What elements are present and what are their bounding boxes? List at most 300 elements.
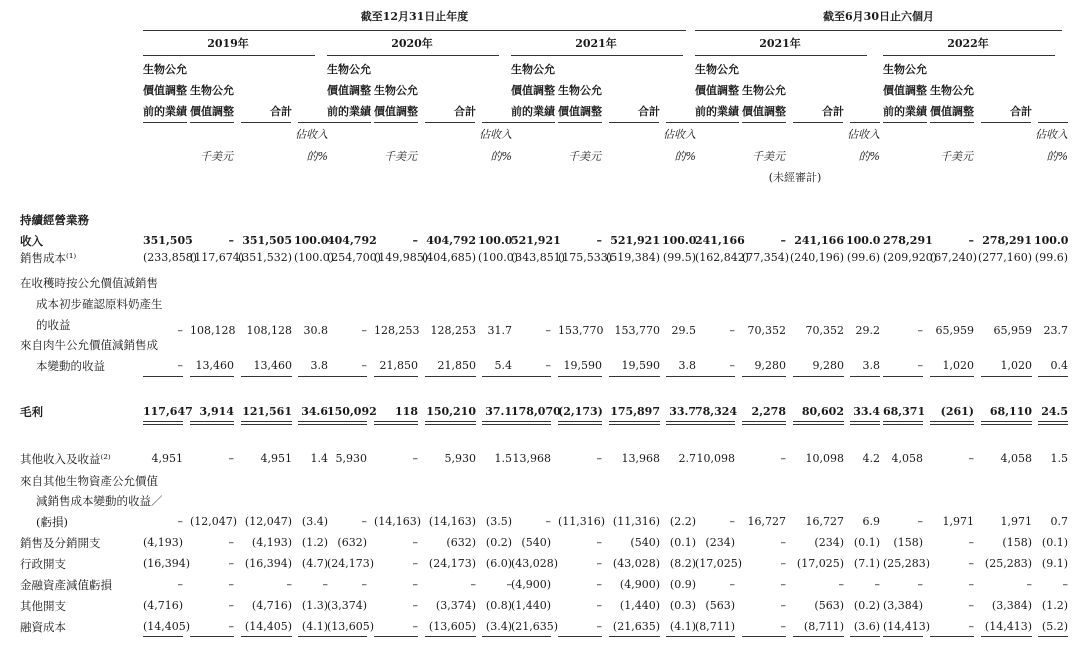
cell-value: (13,605) <box>327 620 375 633</box>
cell-value: – <box>228 620 234 633</box>
col-header-before: 生物公允 <box>327 63 371 76</box>
value-rule <box>298 421 328 425</box>
cell-value: 175,897 <box>610 405 660 418</box>
value-rule <box>793 376 844 377</box>
cell-value: 3.8 <box>310 359 328 372</box>
cell-value: (343,851) <box>511 251 566 264</box>
value-rule <box>609 421 660 425</box>
cell-value: (6.0) <box>485 557 512 570</box>
col-header-adjust: 價值調整 <box>742 105 786 118</box>
cell-value: (14,405) <box>143 620 191 633</box>
cell-value: 404,792 <box>426 234 476 247</box>
cell-value: 13,968 <box>621 452 660 465</box>
cell-value: – <box>780 599 786 612</box>
cell-value: 117,647 <box>143 405 193 418</box>
col-header-total: 合計 <box>1010 105 1032 118</box>
cell-value: 100.0 <box>1034 234 1069 247</box>
cell-value: 128,253 <box>374 324 420 337</box>
cell-value: (8.2) <box>669 557 696 570</box>
cell-value: (4,716) <box>143 599 184 612</box>
cell-value: (7.1) <box>853 557 880 570</box>
cell-value: – <box>545 359 551 372</box>
value-rule <box>609 636 660 637</box>
value-rule <box>793 421 844 425</box>
col-header-pct: 佔收入 <box>479 128 512 141</box>
value-rule <box>1038 636 1068 637</box>
row-label: 減銷售成本變動的收益／ <box>36 494 163 508</box>
cell-value: 34.6 <box>301 405 328 418</box>
cell-value: (158) <box>893 536 923 549</box>
col-rule <box>666 122 696 123</box>
cell-value: 10,098 <box>805 452 844 465</box>
unaudited-note: (未經審計) <box>768 171 822 184</box>
cell-value: 178,070 <box>511 405 561 418</box>
col-header-pct: 的% <box>490 150 512 163</box>
cell-value: – <box>412 578 418 591</box>
value-rule <box>609 376 660 377</box>
cell-value: (277,160) <box>978 251 1033 264</box>
cell-value: (519,384) <box>606 251 661 264</box>
cell-value: (4,900) <box>511 578 552 591</box>
col-header-adjust: 生物公允 <box>558 84 602 97</box>
col-header-adjust: 價值調整 <box>374 105 418 118</box>
cell-value: 3,914 <box>199 405 234 418</box>
cell-value: – <box>177 359 183 372</box>
cell-value: 1,020 <box>1000 359 1032 372</box>
cell-value: – <box>596 599 602 612</box>
cell-value: (11,316) <box>558 515 606 528</box>
col-header-adjust: 價值調整 <box>930 105 974 118</box>
value-rule <box>190 376 234 377</box>
cell-value: – <box>596 452 602 465</box>
cell-value: (563) <box>705 599 735 612</box>
cell-value: 521,921 <box>610 234 660 247</box>
col-header-before: 前的業績 <box>511 105 555 118</box>
cell-value: 153,770 <box>558 324 604 337</box>
cell-value: (16,394) <box>244 557 292 570</box>
cell-value: (2.2) <box>669 515 696 528</box>
cell-value: (77,354) <box>742 251 790 264</box>
col-rule <box>374 122 418 123</box>
cell-value: – <box>361 515 367 528</box>
cell-value: – <box>228 557 234 570</box>
cell-value: 108,128 <box>246 324 292 337</box>
cell-value: 100.0 <box>662 234 697 247</box>
cell-value: 100.0 <box>478 234 513 247</box>
cell-value: (9.1) <box>1041 557 1068 570</box>
cell-value: – <box>596 620 602 633</box>
cell-value: 4,058 <box>1000 452 1032 465</box>
cell-value: 121,561 <box>242 405 292 418</box>
cell-value: (233,858) <box>143 251 198 264</box>
cell-value: – <box>780 557 786 570</box>
cell-value: (8,711) <box>695 620 736 633</box>
col-header-total: 合計 <box>270 105 292 118</box>
cell-value: 5,930 <box>335 452 367 465</box>
row-label: 融資成本 <box>20 620 66 634</box>
col-header-before: 價值調整 <box>883 84 927 97</box>
cell-value: – <box>596 557 602 570</box>
unit-label: 千美元 <box>940 150 973 163</box>
col-header-before: 生物公允 <box>883 63 927 76</box>
cell-value: 0.7 <box>1050 515 1068 528</box>
cell-value: – <box>917 515 923 528</box>
row-label: 的收益 <box>36 318 71 332</box>
cell-value: 21,850 <box>379 359 418 372</box>
cell-value: – <box>228 536 234 549</box>
cell-value: – <box>729 578 735 591</box>
col-header-adjust: 價值調整 <box>558 105 602 118</box>
cell-value: 4,058 <box>891 452 923 465</box>
cell-value: 10,098 <box>696 452 735 465</box>
cell-value: (1.3) <box>301 599 328 612</box>
cell-value: (99.5) <box>662 251 696 264</box>
cell-value: – <box>780 620 786 633</box>
col-rule <box>482 122 512 123</box>
cell-value: 150,092 <box>327 405 377 418</box>
col-rule <box>143 122 187 123</box>
cell-value: (563) <box>814 599 844 612</box>
col-header-before: 前的業績 <box>143 105 187 118</box>
cell-value: (3,384) <box>883 599 924 612</box>
cell-value: 2.7 <box>678 452 696 465</box>
cell-value: (100.0) <box>294 251 335 264</box>
cell-value: (1,440) <box>619 599 660 612</box>
value-rule <box>981 636 1032 637</box>
cell-value: – <box>177 324 183 337</box>
header-year: 2022年 <box>947 37 989 50</box>
value-rule <box>695 636 735 637</box>
cell-value: (4.7) <box>301 557 328 570</box>
value-rule <box>190 636 234 637</box>
cell-value: (99.6) <box>846 251 880 264</box>
cell-value: (3.5) <box>485 515 512 528</box>
cell-value: 68,110 <box>989 405 1032 418</box>
value-rule <box>511 376 551 377</box>
cell-value: – <box>874 578 880 591</box>
cell-value: 278,291 <box>883 234 933 247</box>
cell-value: 6.9 <box>862 515 880 528</box>
cell-value: 16,727 <box>805 515 844 528</box>
header-year: 2021年 <box>575 37 617 50</box>
value-rule <box>558 636 602 637</box>
cell-value: – <box>596 234 602 247</box>
unit-label: 千美元 <box>752 150 785 163</box>
cell-value: (0.9) <box>669 578 696 591</box>
cell-value: 4.2 <box>862 452 880 465</box>
row-label: 行政開支 <box>20 557 66 571</box>
cell-value: (3,374) <box>435 599 476 612</box>
cell-value: 23.7 <box>1043 324 1068 337</box>
header-half-year: 截至6月30日止六個月 <box>823 10 934 23</box>
col-rule <box>930 122 974 123</box>
cell-value: (4,193) <box>143 536 184 549</box>
cell-value: 24.5 <box>1041 405 1068 418</box>
cell-value: – <box>545 515 551 528</box>
value-rule <box>143 421 183 425</box>
cell-value: – <box>412 557 418 570</box>
cell-value: 13,460 <box>253 359 292 372</box>
cell-value: (12,047) <box>190 515 238 528</box>
cell-value: 150,210 <box>426 405 476 418</box>
cell-value: 241,166 <box>695 234 745 247</box>
value-rule <box>930 421 974 425</box>
cell-value: – <box>729 324 735 337</box>
col-rule <box>742 122 786 123</box>
cell-value: 404,792 <box>327 234 377 247</box>
cell-value: 241,166 <box>794 234 844 247</box>
cell-value: – <box>361 324 367 337</box>
header-rule-half-year <box>695 30 1062 31</box>
cell-value: 4,951 <box>151 452 183 465</box>
col-header-pct: 佔收入 <box>847 128 880 141</box>
cell-value: (21,635) <box>511 620 559 633</box>
cell-value: – <box>1062 578 1068 591</box>
value-rule <box>482 376 512 377</box>
value-rule <box>374 636 418 637</box>
cell-value: – <box>780 536 786 549</box>
cell-value: (11,316) <box>612 515 660 528</box>
cell-value: 5.4 <box>494 359 512 372</box>
cell-value: 2,278 <box>751 405 786 418</box>
cell-value: (234) <box>705 536 735 549</box>
value-rule <box>425 636 476 637</box>
col-header-before: 生物公允 <box>511 63 555 76</box>
cell-value: 65,959 <box>935 324 974 337</box>
col-header-before: 價值調整 <box>143 84 187 97</box>
col-rule <box>850 122 880 123</box>
cell-value: (158) <box>1002 536 1032 549</box>
cell-value: 108,128 <box>190 324 236 337</box>
cell-value: – <box>412 599 418 612</box>
col-header-before: 前的業績 <box>695 105 739 118</box>
row-label: 來自其他生物資產公允價值 <box>20 474 158 488</box>
unit-label: 千美元 <box>568 150 601 163</box>
cell-value: 1.5 <box>494 452 512 465</box>
col-rule <box>609 122 659 123</box>
cell-value: – <box>228 578 234 591</box>
cell-value: (632) <box>446 536 476 549</box>
cell-value: (254,700) <box>327 251 382 264</box>
value-rule <box>666 421 696 425</box>
row-label: 成本初步確認原料奶產生 <box>36 297 163 311</box>
col-header-pct: 的% <box>674 150 696 163</box>
cell-value: – <box>177 515 183 528</box>
value-rule <box>558 376 602 377</box>
cell-value: – <box>596 536 602 549</box>
cell-value: – <box>917 359 923 372</box>
value-rule <box>666 636 696 637</box>
value-rule <box>425 376 476 377</box>
cell-value: (99.6) <box>1034 251 1068 264</box>
cell-value: (4.1) <box>301 620 328 633</box>
cell-value: (632) <box>337 536 367 549</box>
col-rule <box>511 122 555 123</box>
row-label: 毛利 <box>20 405 43 419</box>
cell-value: 3.8 <box>678 359 696 372</box>
cell-value: – <box>968 557 974 570</box>
cell-value: 33.4 <box>853 405 880 418</box>
cell-value: (43,028) <box>511 557 559 570</box>
unit-label: 千美元 <box>384 150 417 163</box>
value-rule <box>981 421 1032 425</box>
cell-value: (0.1) <box>853 536 880 549</box>
cell-value: 65,959 <box>993 324 1032 337</box>
cell-value: – <box>506 578 512 591</box>
cell-value: 31.7 <box>487 324 512 337</box>
cell-value: – <box>412 620 418 633</box>
cell-value: (2,173) <box>558 405 603 418</box>
value-rule <box>793 636 844 637</box>
cell-value: – <box>838 578 844 591</box>
value-rule <box>742 636 786 637</box>
cell-value: (12,047) <box>244 515 292 528</box>
value-rule <box>190 421 234 425</box>
value-rule <box>695 421 735 425</box>
cell-value: – <box>361 359 367 372</box>
col-rule <box>327 122 371 123</box>
cell-value: 78,324 <box>695 405 738 418</box>
value-rule <box>298 636 328 637</box>
col-rule <box>981 122 1031 123</box>
cell-value: (25,283) <box>984 557 1032 570</box>
cell-value: – <box>968 620 974 633</box>
col-rule <box>425 122 475 123</box>
cell-value: 21,850 <box>437 359 476 372</box>
cell-value: (1.2) <box>301 536 328 549</box>
row-label: 其他開支 <box>20 599 66 613</box>
cell-value: 37.1 <box>485 405 512 418</box>
cell-value: 1.4 <box>310 452 328 465</box>
cell-value: (25,283) <box>883 557 931 570</box>
cell-value: (1,440) <box>511 599 552 612</box>
value-rule <box>883 421 923 425</box>
cell-value: (261) <box>940 405 974 418</box>
row-label: (虧損) <box>36 515 68 529</box>
cell-value: (100.0) <box>478 251 519 264</box>
cell-value: (14,405) <box>244 620 292 633</box>
cell-value: (0.2) <box>853 599 880 612</box>
value-rule <box>482 636 512 637</box>
cell-value: – <box>968 452 974 465</box>
cell-value: 3.8 <box>862 359 880 372</box>
col-rule <box>558 122 602 123</box>
value-rule <box>511 421 551 425</box>
col-header-adjust: 生物公允 <box>930 84 974 97</box>
cell-value: (3,374) <box>327 599 368 612</box>
cell-value: 278,291 <box>982 234 1032 247</box>
value-rule <box>298 376 328 377</box>
cell-value: – <box>545 324 551 337</box>
cell-value: – <box>412 234 418 247</box>
value-rule <box>374 421 418 425</box>
header-year: 2019年 <box>207 37 249 50</box>
cell-value: (13,605) <box>428 620 476 633</box>
row-label: 其他收入及收益⁽²⁾ <box>20 452 111 466</box>
cell-value: – <box>968 599 974 612</box>
cell-value: (1.2) <box>1041 599 1068 612</box>
value-rule <box>930 636 974 637</box>
cell-value: 153,770 <box>614 324 660 337</box>
col-rule <box>190 122 234 123</box>
cell-value: – <box>322 578 328 591</box>
col-rule <box>695 122 739 123</box>
cell-value: 521,921 <box>511 234 561 247</box>
cell-value: (24,173) <box>327 557 375 570</box>
row-label: 在收穫時按公允價值減銷售 <box>20 276 158 290</box>
cell-value: – <box>729 359 735 372</box>
col-header-before: 生物公允 <box>143 63 187 76</box>
cell-value: 70,352 <box>747 324 786 337</box>
value-rule <box>930 376 974 377</box>
cell-value: (540) <box>521 536 551 549</box>
value-rule <box>695 376 735 377</box>
col-header-pct: 的% <box>858 150 880 163</box>
row-label: 本變動的收益 <box>36 359 105 373</box>
cell-value: – <box>780 452 786 465</box>
section-title: 持續經營業務 <box>20 213 89 227</box>
value-rule <box>374 376 418 377</box>
value-rule <box>482 421 512 425</box>
value-rule <box>1038 376 1068 377</box>
col-rule <box>241 122 291 123</box>
header-year: 2020年 <box>391 37 433 50</box>
cell-value: 1.5 <box>1050 452 1068 465</box>
cell-value: – <box>917 324 923 337</box>
cell-value: 1,971 <box>942 515 974 528</box>
value-rule <box>327 376 367 377</box>
cell-value: (351,532) <box>238 251 293 264</box>
value-rule <box>850 636 880 637</box>
cell-value: 13,968 <box>512 452 551 465</box>
col-header-before: 前的業績 <box>327 105 371 118</box>
cell-value: (17,025) <box>796 557 844 570</box>
value-rule <box>143 376 183 377</box>
value-rule <box>425 421 476 425</box>
row-label: 金融資產減值虧損 <box>20 578 112 592</box>
cell-value: – <box>177 578 183 591</box>
cell-value: – <box>968 536 974 549</box>
col-rule <box>793 122 843 123</box>
col-header-pct: 的% <box>306 150 328 163</box>
cell-value: 9,280 <box>812 359 844 372</box>
year-rule <box>883 55 1055 56</box>
cell-value: (4,193) <box>251 536 292 549</box>
cell-value: – <box>361 578 367 591</box>
cell-value: (209,920) <box>883 251 938 264</box>
cell-value: (8,711) <box>803 620 844 633</box>
cell-value: (0.2) <box>485 536 512 549</box>
cell-value: 351,505 <box>143 234 193 247</box>
cell-value: (14,163) <box>374 515 422 528</box>
value-rule <box>558 421 602 425</box>
cell-value: (67,240) <box>930 251 978 264</box>
col-header-adjust: 生物公允 <box>190 84 234 97</box>
cell-value: (234) <box>814 536 844 549</box>
cell-value: 1,971 <box>1000 515 1032 528</box>
cell-value: (149,985) <box>374 251 429 264</box>
year-rule <box>695 55 867 56</box>
col-header-total: 合計 <box>822 105 844 118</box>
col-header-total: 合計 <box>638 105 660 118</box>
col-rule <box>883 122 927 123</box>
cell-value: (3.4) <box>485 620 512 633</box>
cell-value: 16,727 <box>747 515 786 528</box>
cell-value: 13,460 <box>195 359 234 372</box>
cell-value: – <box>780 234 786 247</box>
cell-value: (162,842) <box>695 251 750 264</box>
cell-value: – <box>412 452 418 465</box>
